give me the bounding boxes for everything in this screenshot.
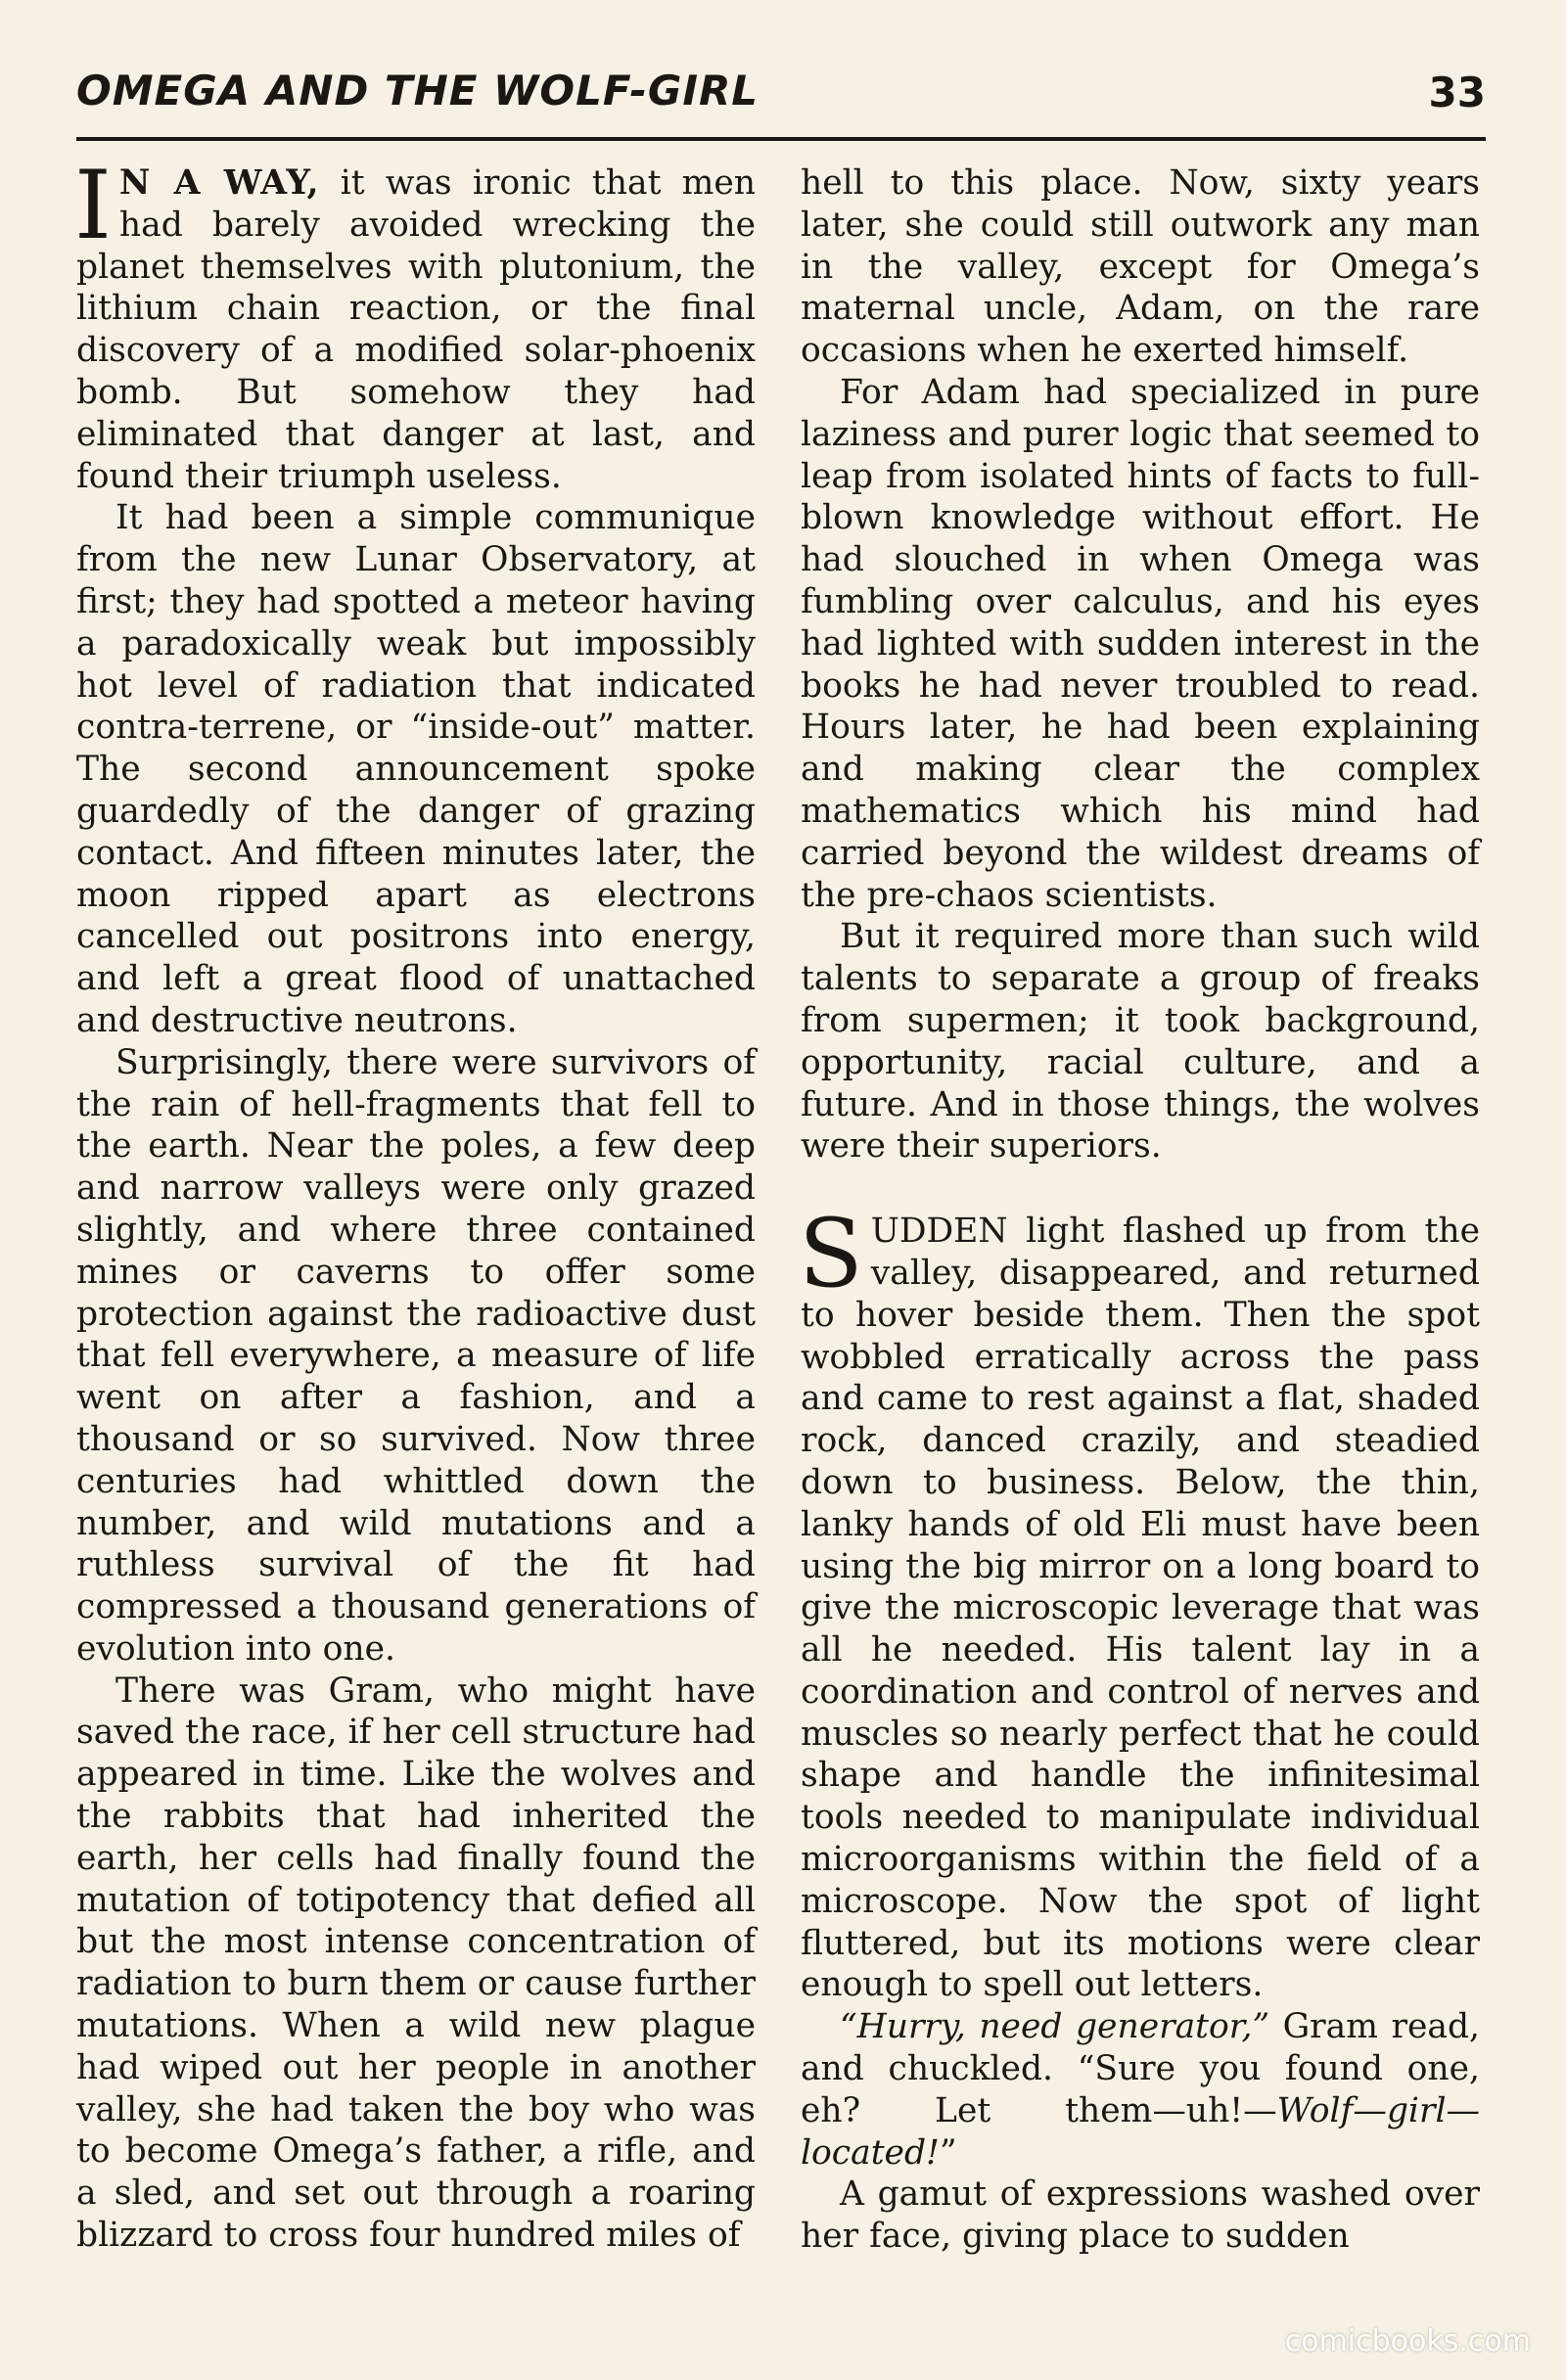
section-break: [801, 1167, 1480, 1211]
paragraph-1: [74, 151, 756, 497]
lead-in: N A WAY,: [118, 163, 320, 203]
paragraph-2: It had been a simple communique from the new Lunar Observatory, at first; they had spotted a meteor having a paradoxically weak but impossibly hot level of radiation that indicated contra-terrene, or “inside-out” matter. The second announcement spoke guardedly of the danger of grazing contact. And fifteen minutes later, the moon ripped apart as electrons cancelled out positrons into energy, and left a great flood of unattached and destructive neutrons.: [76, 498, 756, 1040]
right-column: [801, 162, 1480, 2258]
running-title: OMEGA AND THE WOLF-GIRL: [76, 67, 760, 114]
paragraph-9: [801, 2006, 1480, 2174]
paragraph-5: hell to this place. Now, sixty years later, she could still outwork any man in the valley, except for Omega’s maternal uncle, Adam, on the rare occasions when he exerted himself.: [801, 163, 1480, 371]
drop-cap: S: [799, 1199, 863, 1309]
drop-cap: I: [74, 151, 112, 260]
page-header: [76, 59, 1486, 141]
left-column: [74, 151, 756, 2257]
paragraph-8: [799, 1199, 1480, 2006]
page-number: 33: [1428, 69, 1486, 116]
paragraph-text: Gram read, and chuckled. “Sure you found one, eh? Let them—uh!—: [801, 2007, 1480, 2130]
paragraph-3: Surprisingly, there were survivors of the rain of hell-fragments that fell to the earth. Near the poles, a few deep and narrow valleys were only grazed slightly, and where three contained mines or caverns to offer some protection against the radioactive dust that fell everywhere, a measure of life went on after a fashion, and a thousand or so survived. Now three centuries had whittled down the number, and wild mutations and a ruthless survival of the fit had compressed a thousand generations of evolution into one.: [76, 1042, 756, 1669]
paragraph-10: A gamut of expressions washed over her face, giving place to sudden: [801, 2174, 1480, 2257]
italic-text: “Hurry, need generator,”: [840, 2007, 1270, 2047]
watermark: comicbooks.com: [1284, 2324, 1531, 2358]
paragraph-7: But it required more than such wild talents to separate a group of freaks from supermen; it took background, opportunity, racial culture, and a future. And in those things, the wolves were their superiors.: [801, 917, 1480, 1167]
lead-in: UDDEN: [870, 1212, 1008, 1252]
paragraph-4: There was Gram, who might have saved the race, if her cell structure had appeared in time. Like the wolves and the rabbits that had inherited the earth, her cells had finally found the mutation of totipotency that defied all but the most intense concentration of radiation to burn them or cause further mutations. When a wild new plague had wiped out her people in another valley, she had taken the boy who was to become Omega’s father, a rifle, and a sled, and set out through a roaring blizzard to cross four hundred miles of: [76, 1671, 756, 2256]
italic-text: Wolf—girl—located!: [801, 2090, 1480, 2173]
paragraph-text: it was ironic that men had barely avoided wrecking the planet themselves with plutonium, the lithium chain reaction, or the final discovery of a modified solar-phoenix bomb. But somehow they had eliminated that danger at last, and found their triumph useless.: [76, 163, 756, 496]
paragraph-text: ”: [939, 2132, 957, 2173]
paragraph-6: For Adam had specialized in pure laziness and purer logic that seemed to leap from isolated hints of facts to full-blown knowledge without effort. He had slouched in when Omega was fumbling over calculus, and his eyes had lighted with sudden interest in the books he had never troubled to read. Hours later, he had been explaining and making clear the complex mathematics which his mind had carried beyond the wildest dreams of the pre-chaos scientists.: [801, 372, 1480, 915]
paragraph-text: light flashed up from the valley, disappeared, and returned to hover beside them. Then the spot wobbled erratically across the pass and came to rest against a flat, shaded rock, danced crazily, and steadied down to business. Below, the thin, lanky hands of old Eli must have been using the big mirror on a long board to give the microscopic leverage that was all he needed. His talent lay in a coordination and control of nerves and muscles so nearly perfect that he could shape and handle the infinitesimal tools needed to manipulate individual microorganisms within the field of a microscope. Now the spot of light fluttered, but its motions were clear enough to spell out letters.: [801, 1212, 1480, 2005]
